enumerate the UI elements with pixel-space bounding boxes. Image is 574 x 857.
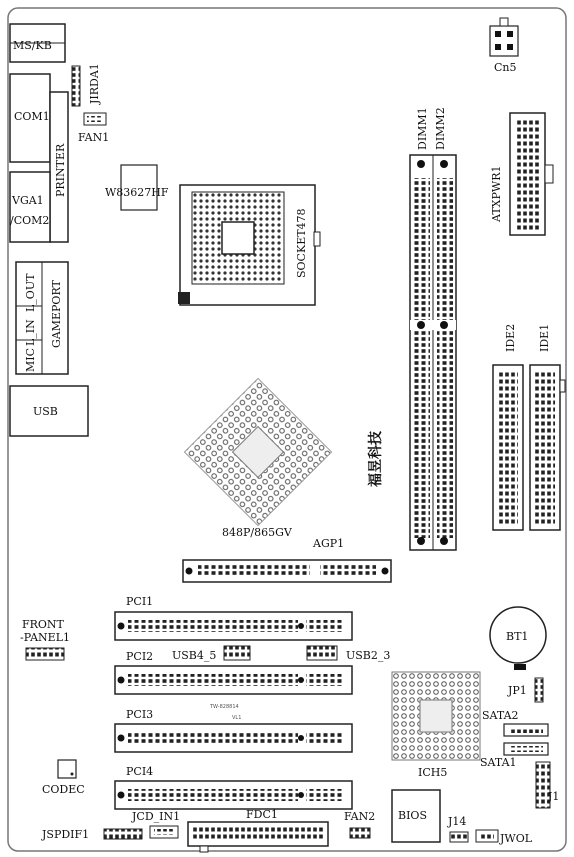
dimm1-label: DIMM1 — [416, 107, 429, 150]
panel1-label: -PANEL1 — [20, 631, 71, 644]
jcd-in1-label: JCD_IN1 — [132, 810, 181, 823]
vga1-label: VGA1 — [12, 194, 44, 207]
jspdif1-label: JSPDIF1 — [42, 828, 90, 841]
l-out-label: L_OUT — [24, 273, 37, 312]
printer-label: PRINTER — [54, 143, 67, 197]
pci3-label: PCI3 — [126, 708, 154, 721]
socket478-label: SOCKET478 — [295, 208, 308, 278]
ich5-label: ICH5 — [418, 766, 448, 779]
usb-connector — [10, 386, 88, 436]
usb4-5-header — [172, 646, 250, 662]
j1-label: J1 — [548, 790, 560, 803]
mic-label: MIC — [24, 347, 37, 372]
atxpwr1-label: ATXPWR1 — [490, 165, 503, 222]
vendor-label: 福昱科技 — [368, 431, 384, 487]
usb2-3-label: USB2_3 — [346, 649, 391, 662]
pci1-label: PCI1 — [126, 595, 154, 608]
codec-label: CODEC — [42, 783, 85, 796]
bios-chip — [392, 790, 440, 842]
jp1-label: JP1 — [508, 684, 527, 697]
pci2-label: PCI2 — [126, 650, 154, 663]
chipset-label: 848P/865GV — [222, 526, 292, 539]
small-mark-2: VL1 — [232, 715, 242, 721]
pci4-label: PCI4 — [126, 765, 154, 778]
dimm-slots — [410, 107, 456, 550]
bt1-label: BT1 — [506, 630, 529, 643]
sata2-label: SATA2 — [482, 709, 519, 722]
printer-connector — [50, 92, 68, 242]
audio-gameport-block — [16, 262, 68, 374]
cn5-label: Cn5 — [494, 61, 517, 74]
gameport-label: GAMEPORT — [50, 280, 63, 348]
j14-label: J14 — [448, 815, 467, 828]
fdc1-label: FDC1 — [246, 808, 278, 821]
fan2-label: FAN2 — [344, 810, 376, 823]
vga1-com2-connector — [10, 172, 50, 242]
agp1-label: AGP1 — [313, 537, 345, 550]
ms-kb-label: MS/KB — [13, 39, 52, 52]
bios-label: BIOS — [398, 809, 427, 822]
com2-label: /COM2 — [10, 214, 50, 227]
small-mark: TW-828814 — [210, 704, 239, 710]
jwol-label: JWOL — [500, 832, 533, 845]
com1-connector — [10, 74, 50, 162]
front-panel-header — [20, 618, 70, 660]
l-in-label: L_IN — [24, 319, 37, 346]
usb4-5-label: USB4_5 — [172, 649, 217, 662]
front-label: FRONT — [22, 618, 64, 631]
ide2-label: IDE2 — [504, 323, 517, 352]
w83627hf-label: W83627HF — [105, 186, 169, 199]
sata1-label: SATA1 — [480, 756, 517, 769]
ms-kb-connector — [10, 24, 65, 62]
usb-label: USB — [33, 405, 58, 418]
socket478 — [178, 185, 320, 305]
jirda1-label: JIRDA1 — [88, 63, 101, 104]
usb2-3-header — [307, 646, 390, 662]
fan1-label: FAN1 — [78, 131, 110, 144]
cn5-connector — [490, 18, 518, 74]
dimm2-label: DIMM2 — [434, 107, 447, 150]
ide1-label: IDE1 — [538, 323, 551, 352]
com1-label: COM1 — [14, 110, 50, 123]
